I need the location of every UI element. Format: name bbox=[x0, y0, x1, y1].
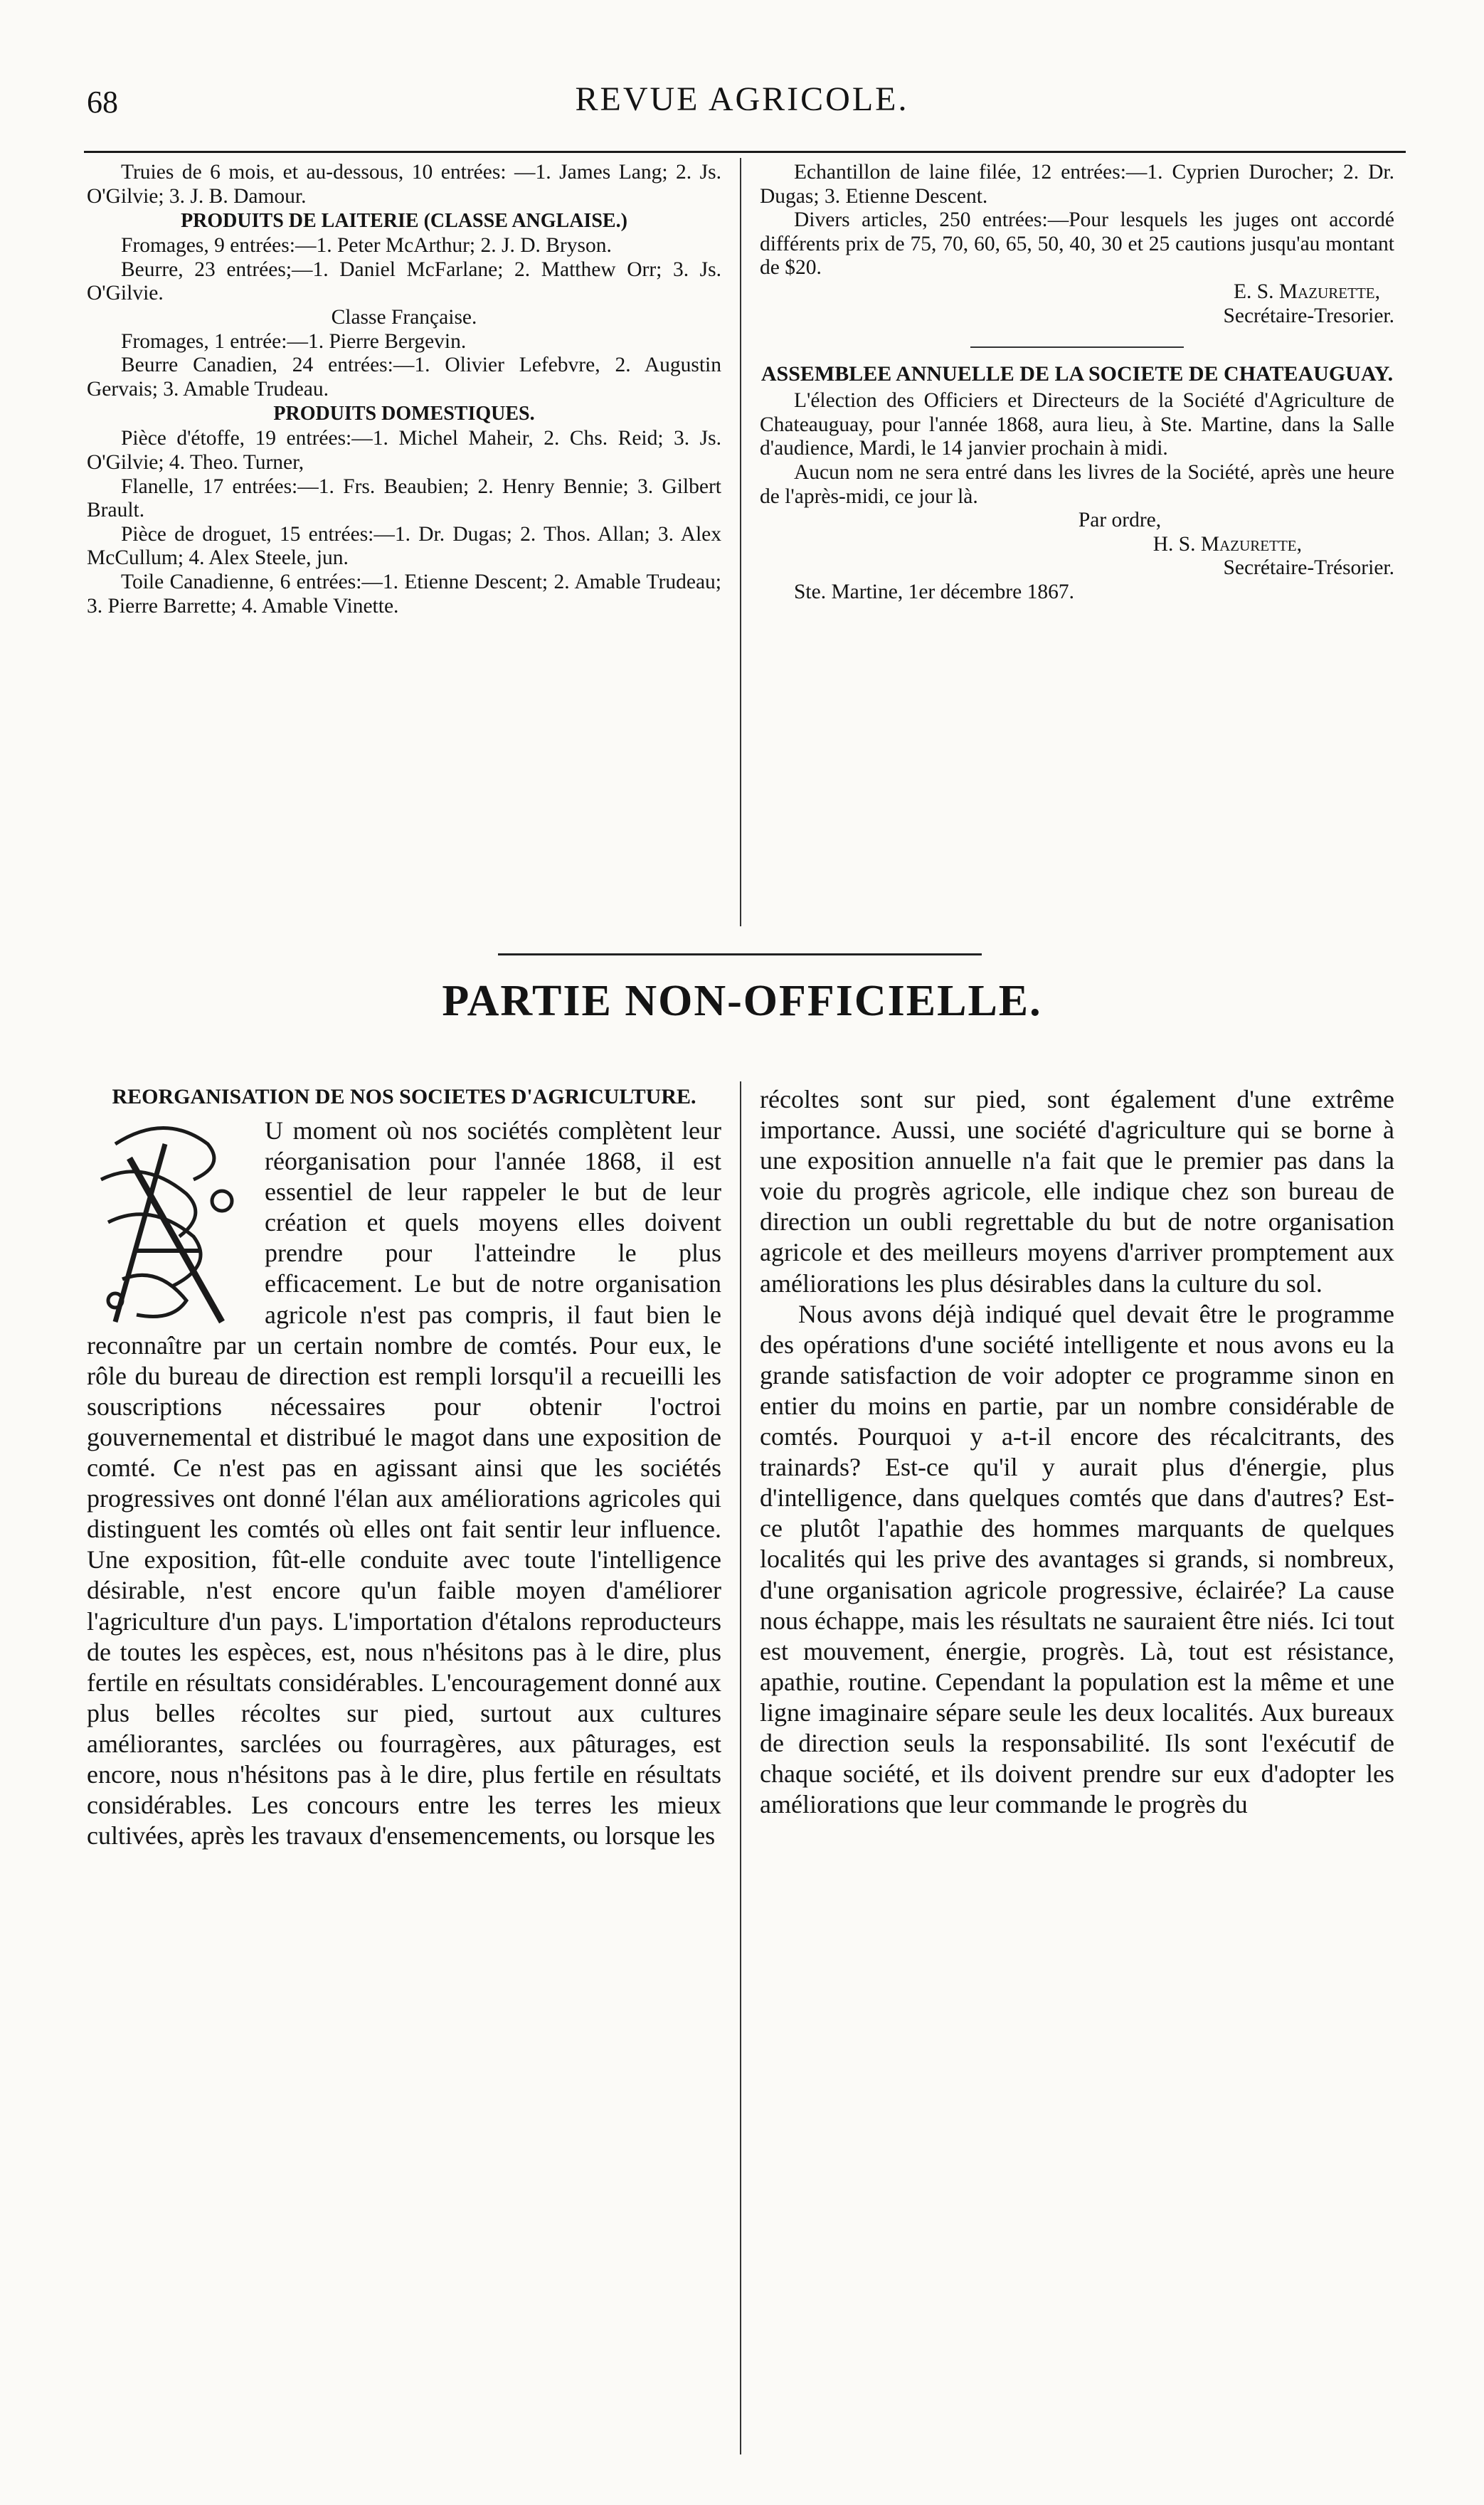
paragraph: Fromages, 1 entrée:—1. Pierre Bergevin. bbox=[121, 329, 467, 353]
upper-left-column bbox=[87, 161, 721, 618]
signature-name: E. S. Mazurette, bbox=[1233, 280, 1380, 303]
paragraph: récoltes sont sur pied, sont également d'une extrême importance. Aussi, une société d'agriculture qui se borne à une exposition annuelle n'a fait que le premier pas dans la voie du progrès agricole, elle indique chez son bureau de direction un oubli regrettable du but de notre organisation agricole et des meilleurs moyens d'arriver promptement aux améliorations les plus désirables dans la culture du sol. bbox=[760, 1085, 1394, 1298]
ornamental-initial-a-icon bbox=[87, 1116, 252, 1329]
paragraph: U moment où nos sociétés complètent leur réorganisation pour l'année 1868, il est essentiel de leur rappeler le but de leur création et quels moyens elles doivent prendre pour l'atteindre le plus efficacement. Le but de notre organisation agricole n'est pas compris, il faut bien le reconnaître par un certain nombre de comtés. Pour eux, le rôle du bureau de direction est rempli lorsqu'il a recueilli les souscriptions nécessaires pour obtenir l'octroi gouvernemental et distribué le magot dans une exposition de comté. Ce n'est pas en agissant ainsi que les sociétés progressives ont donné l'élan aux améliorations agricoles qui distinguent les comtés où elles ont fait sentir leur influence. Une exposition, fût-elle conduite avec toute l'intelligence désirable, n'est encore qu'un faible moyen d'améliorer l'agriculture d'un pays. L'importation d'étalons reproducteurs de toutes les espèces, est, nous n'hésitons pas à le dire, plus fertile en résultats considérables. L'encouragement donné aux plus belles récoltes sur pied, surtout aux cultures améliorantes, sarclées ou fourragères, aux pâturages, est encore, nous n'hésitons pas à le dire, plus fertile en résultats considérables. Les concours entre les terres les mieux cultivées, après les travaux d'ensemencements, ou lorsque les bbox=[87, 1116, 721, 1850]
section-subheading: Classe Française. bbox=[331, 305, 477, 329]
paragraph: Toile Canadienne, 6 entrées:—1. Etienne Descent; 2. Amable Trudeau; 3. Pierre Barrette; 4. Amable Vinette. bbox=[87, 570, 721, 618]
paragraph: Beurre Canadien, 24 entrées:—1. Olivier Lefebvre, 2. Augustin Gervais; 3. Amable Trudeau. bbox=[87, 354, 721, 401]
column-divider bbox=[740, 1081, 741, 2454]
column-divider bbox=[740, 158, 741, 926]
paragraph: Aucun nom ne sera entré dans les livres de la Société, après une heure de l'après-midi, ce jour là. bbox=[760, 460, 1394, 508]
paragraph: Pièce de droguet, 15 entrées:—1. Dr. Dugas; 2. Thos. Allan; 3. Alex McCullum; 4. Alex Steele, jun. bbox=[87, 522, 721, 570]
order-line: Par ordre, bbox=[1078, 509, 1162, 532]
paragraph: Beurre, 23 entrées;—1. Daniel McFarlane; 2. Matthew Orr; 3. Js. O'Gilvie. bbox=[87, 258, 721, 305]
signature-name: H. S. Mazurette, bbox=[1152, 532, 1302, 556]
paragraph: Divers articles, 250 entrées:—Pour lesquels les juges ont accordé différents prix de 75, 70, 60, 65, 50, 40, 30 et 25 cautions jusqu'au montant de $20. bbox=[760, 208, 1394, 280]
paragraph: L'élection des Officiers et Directeurs de la Société d'Agriculture de Chateauguay, pour l'année 1868, aura lieu, à Ste. Martine, dans la Salle d'audience, Mardi, le 14 janvier prochain à midi. bbox=[760, 389, 1394, 460]
running-title: REVUE AGRICOLE. bbox=[575, 80, 909, 118]
short-rule bbox=[970, 346, 1184, 348]
signature-role: Secrétaire-Trésorier. bbox=[1223, 556, 1394, 580]
paragraph: Flanelle, 17 entrées:—1. Frs. Beaubien; 2. Henry Bennie; 3. Gilbert Brault. bbox=[87, 475, 721, 522]
paragraph: Pièce d'étoffe, 19 entrées:—1. Michel Maheir, 2. Chs. Reid; 3. Js. O'Gilvie; 4. Theo. Turner, bbox=[87, 427, 721, 474]
section-rule bbox=[498, 953, 982, 955]
article-title: REORGANISATION DE NOS SOCIETES D'AGRICULTURE. bbox=[112, 1085, 696, 1108]
paragraph: Truies de 6 mois, et au-dessous, 10 entrées: —1. James Lang; 2. Js. O'Gilvie; 3. J. B. Damour. bbox=[87, 161, 721, 208]
article-left-column bbox=[87, 1084, 721, 1851]
upper-right-column bbox=[760, 161, 1394, 605]
section-heading: PRODUITS DOMESTIQUES. bbox=[273, 403, 535, 425]
page-number: 68 bbox=[87, 85, 118, 120]
dateline: Ste. Martine, 1er décembre 1867. bbox=[794, 580, 1075, 603]
header-rule bbox=[84, 151, 1406, 153]
section-heading: PRODUITS DE LAITERIE (CLASSE ANGLAISE.) bbox=[181, 210, 627, 233]
article-right-column bbox=[760, 1084, 1394, 1820]
notice-heading: ASSEMBLEE ANNUELLE DE LA SOCIETE DE CHATEAUGUAY. bbox=[760, 362, 1394, 386]
signature-role: Secrétaire-Tresorier. bbox=[1223, 304, 1394, 327]
paragraph: Echantillon de laine filée, 12 entrées:—1. Cyprien Durocher; 2. Dr. Dugas; 3. Etienne Descent. bbox=[760, 161, 1394, 208]
paragraph: Nous avons déjà indiqué quel devait être le programme des opérations d'une société intelligente et nous avons eu la grande satisfaction de voir adopter ce programme sinon en entier du moins en partie, par un nombre considérable de comtés. Pourquoi y a-t-il encore des récalcitrants, des trainards? Est-ce qu'il y aurait plus d'énergie, plus d'intelligence, dans quelques comtés que dans d'autres? Est-ce plutôt l'apathie des hommes marquants de quelques localités qui les prive des avantages si grands, si nombreux, d'une organisation agricole progressive, éclairée? La cause nous échappe, mais les résultats ne sauraient être niés. Ici tout est mouvement, énergie, progrès. Là, tout est résistance, apathie, routine. Cependant la population est la même et une ligne imaginaire sépare seule les deux localités. Aux bureaux de direction seuls la responsabilité. Ils sont l'exécutif de chaque société, et ils doivent prendre sur eux d'adopter les améliorations que leur commande le progrès du bbox=[760, 1299, 1394, 1819]
section-title: PARTIE NON-OFFICIELLE. bbox=[442, 977, 1042, 1025]
paragraph: Fromages, 9 entrées:—1. Peter McArthur; 2. J. D. Bryson. bbox=[121, 234, 612, 258]
